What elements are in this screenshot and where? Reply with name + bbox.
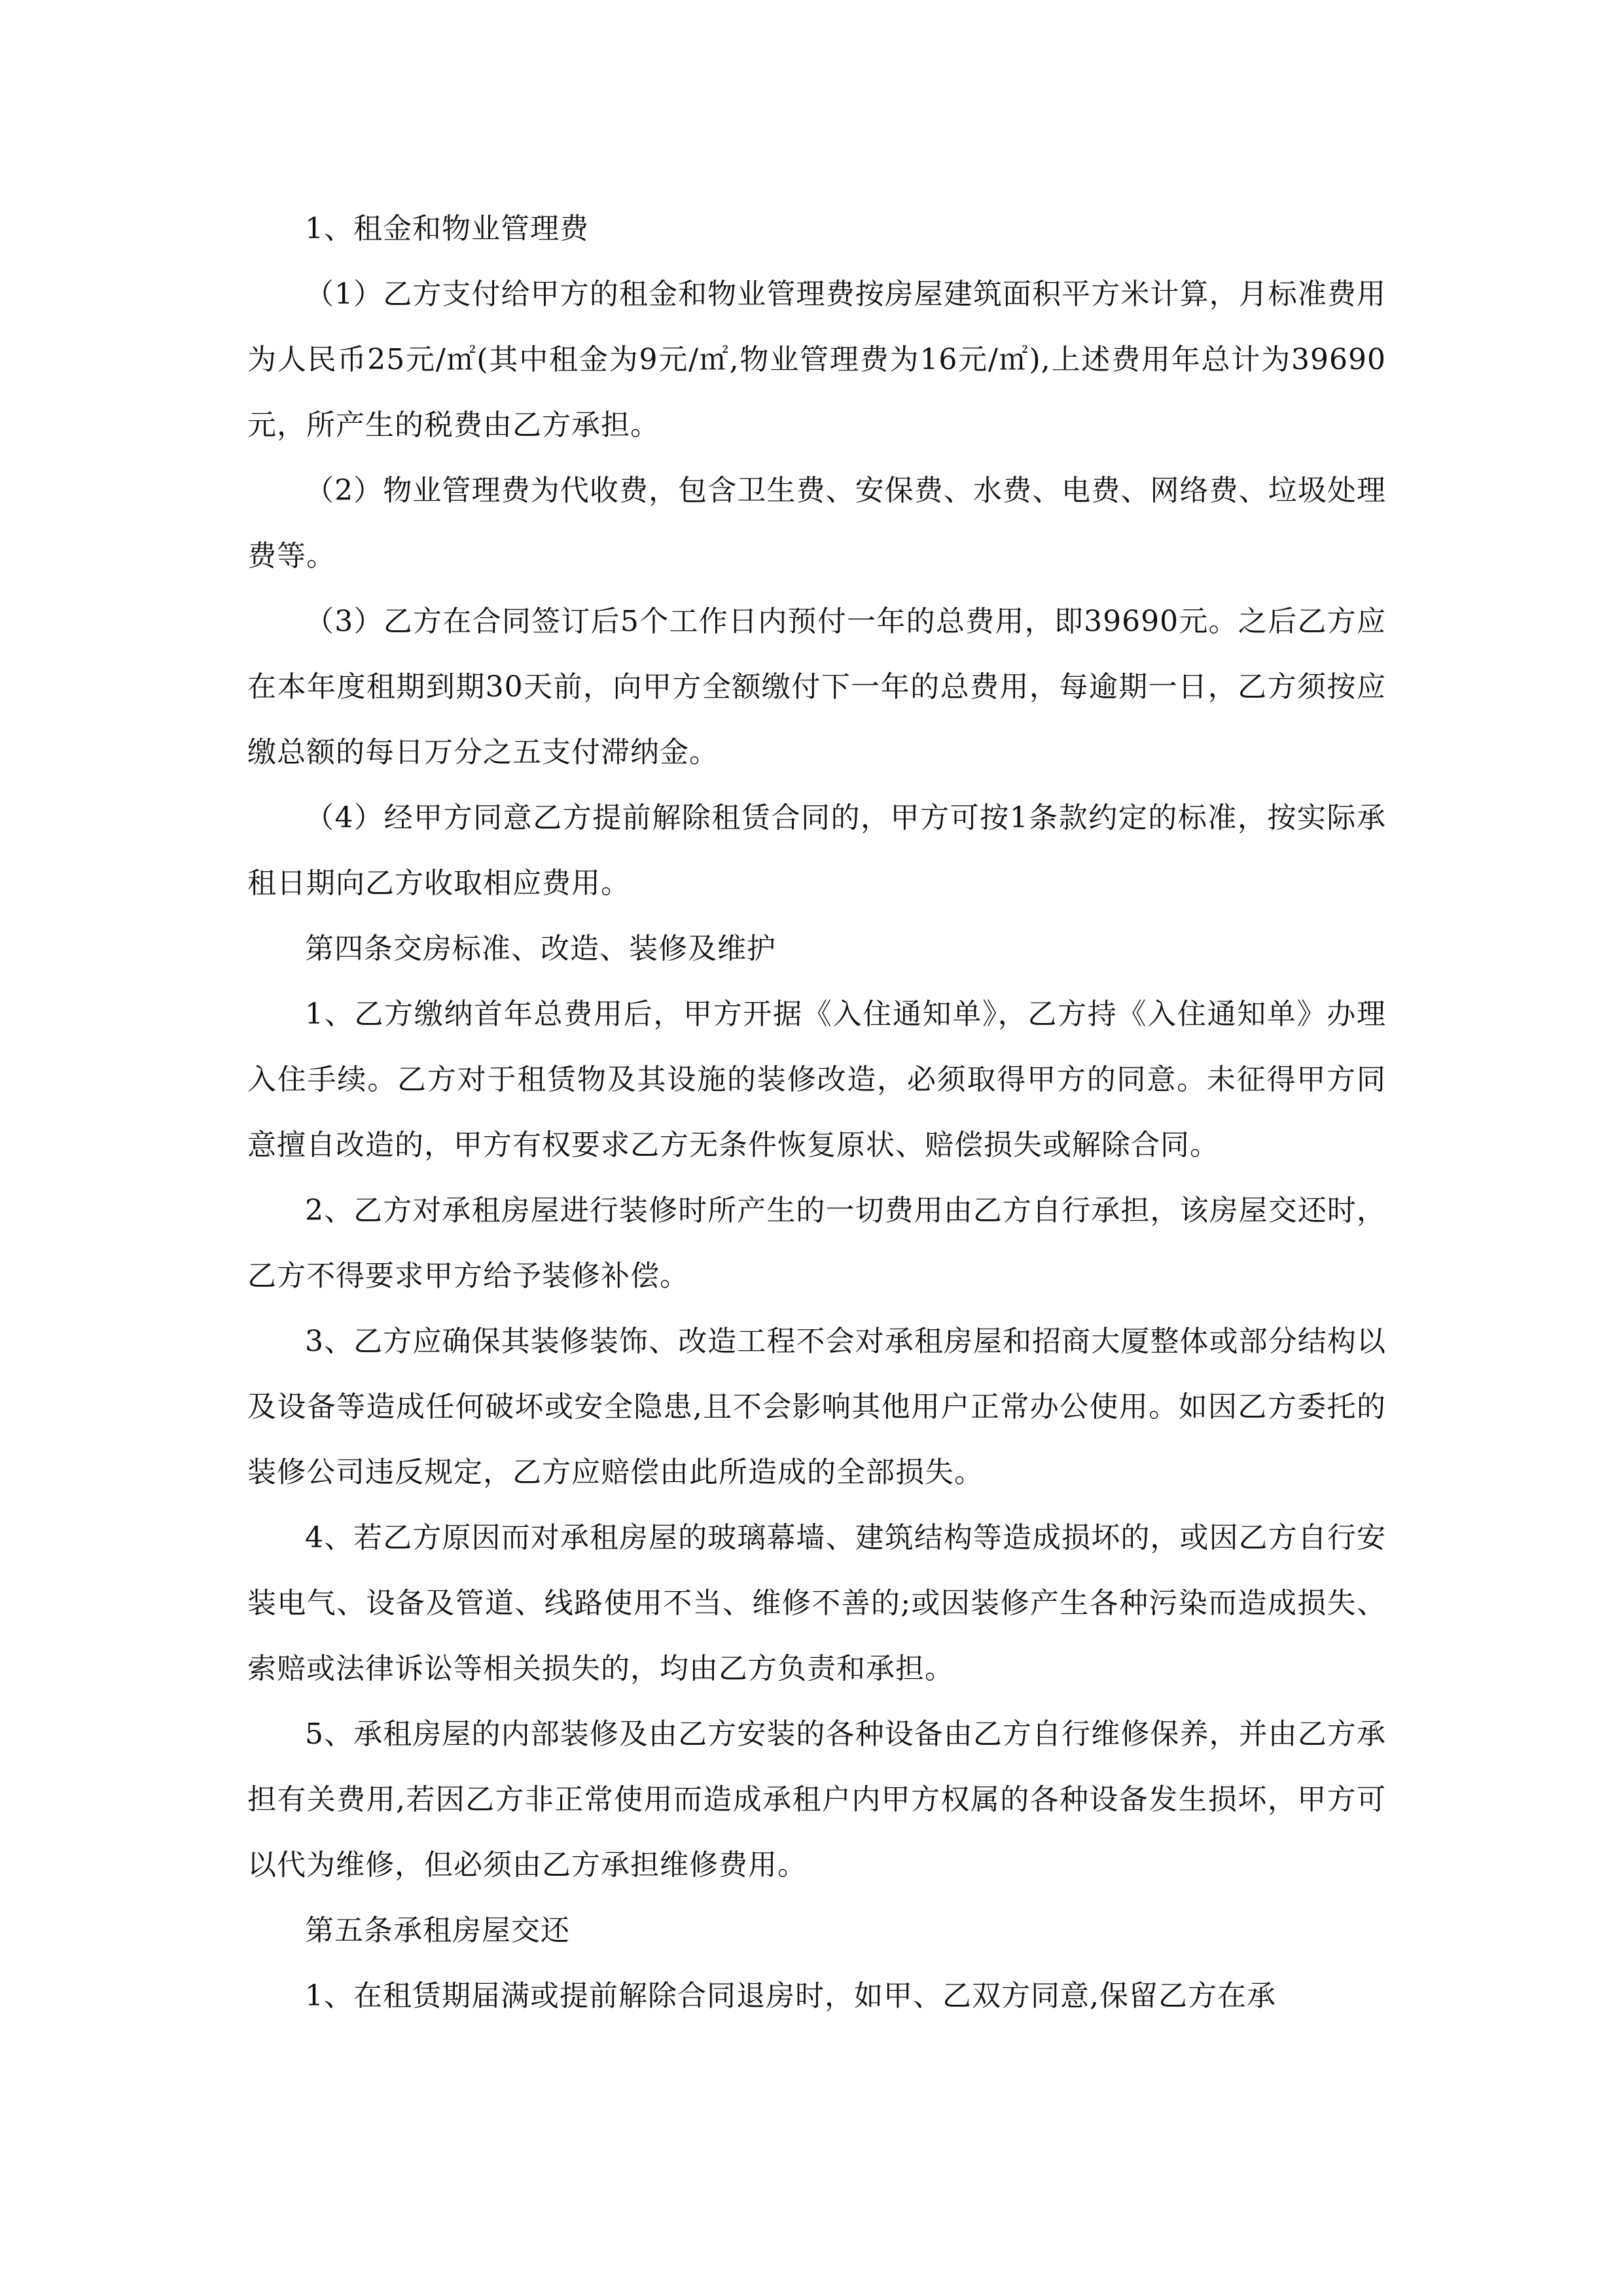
section-rent-title: 1、租金和物业管理费 [305, 212, 589, 245]
document-page [247, 196, 1386, 2029]
clause-renovation-safety: 3、乙方应确保其装修装饰、改造工程不会对承租房屋和招商大厦整体或部分结构以及设备等造成任何破坏或安全隐患,且不会影响其他用户正常办公使用。如因乙方委托的装修公司违反规定，乙方应赔偿由此所造成的全部损失。 [247, 1325, 1386, 1489]
clause-early-termination: （4）经甲方同意乙方提前解除租赁合同的，甲方可按1条款约定的标准，按实际承租日期向乙方收取相应费用。 [247, 801, 1386, 900]
clause-prepayment: （3）乙方在合同签订后5个工作日内预付一年的总费用，即39690元。之后乙方应在本年度租期到期30天前，向甲方全额缴付下一年的总费用，每逾期一日，乙方须按应缴总额的每日万分之五支付滞纳金。 [247, 605, 1386, 769]
article-five-title: 第五条承租房屋交还 [305, 1914, 570, 1947]
article-four-title: 第四条交房标准、改造、装修及维护 [305, 932, 776, 965]
clause-return-premises: 1、在租赁期届满或提前解除合同退房时，如甲、乙双方同意,保留乙方在承 [305, 1979, 1276, 2013]
clause-property-fee: （2）物业管理费为代收费，包含卫生费、安保费、水费、电费、网络费、垃圾处理费等。 [247, 474, 1386, 573]
clause-move-in: 1、乙方缴纳首年总费用后，甲方开据《入住通知单》，乙方持《入住通知单》办理入住手续。乙方对于租赁物及其设施的装修改造，必须取得甲方的同意。未征得甲方同意擅自改造的，甲方有权要求乙方无条件恢复原状、赔偿损失或解除合同。 [247, 997, 1386, 1162]
clause-damage-liability: 4、若乙方原因而对承租房屋的玻璃幕墙、建筑结构等造成损坏的，或因乙方自行安装电气、设备及管道、线路使用不当、维修不善的;或因装修产生各种污染而造成损失、索赔或法律诉讼等相关损失的，均由乙方负责和承担。 [247, 1521, 1386, 1685]
clause-rent-standard: （1）乙方支付给甲方的租金和物业管理费按房屋建筑面积平方米计算，月标准费用为人民币25元/㎡(其中租金为9元/㎡,物业管理费为16元/㎡),上述费用年总计为39690元，所产生的税费由乙方承担。 [247, 278, 1386, 442]
clause-renovation-cost: 2、乙方对承租房屋进行装修时所产生的一切费用由乙方自行承担，该房屋交还时，乙方不得要求甲方给予装修补偿。 [247, 1194, 1386, 1293]
clause-maintenance: 5、承租房屋的内部装修及由乙方安装的各种设备由乙方自行维修保养，并由乙方承担有关费用,若因乙方非正常使用而造成承租户内甲方权属的各种设备发生损坏，甲方可以代为维修，但必须由乙方承担维修费用。 [247, 1717, 1386, 1882]
